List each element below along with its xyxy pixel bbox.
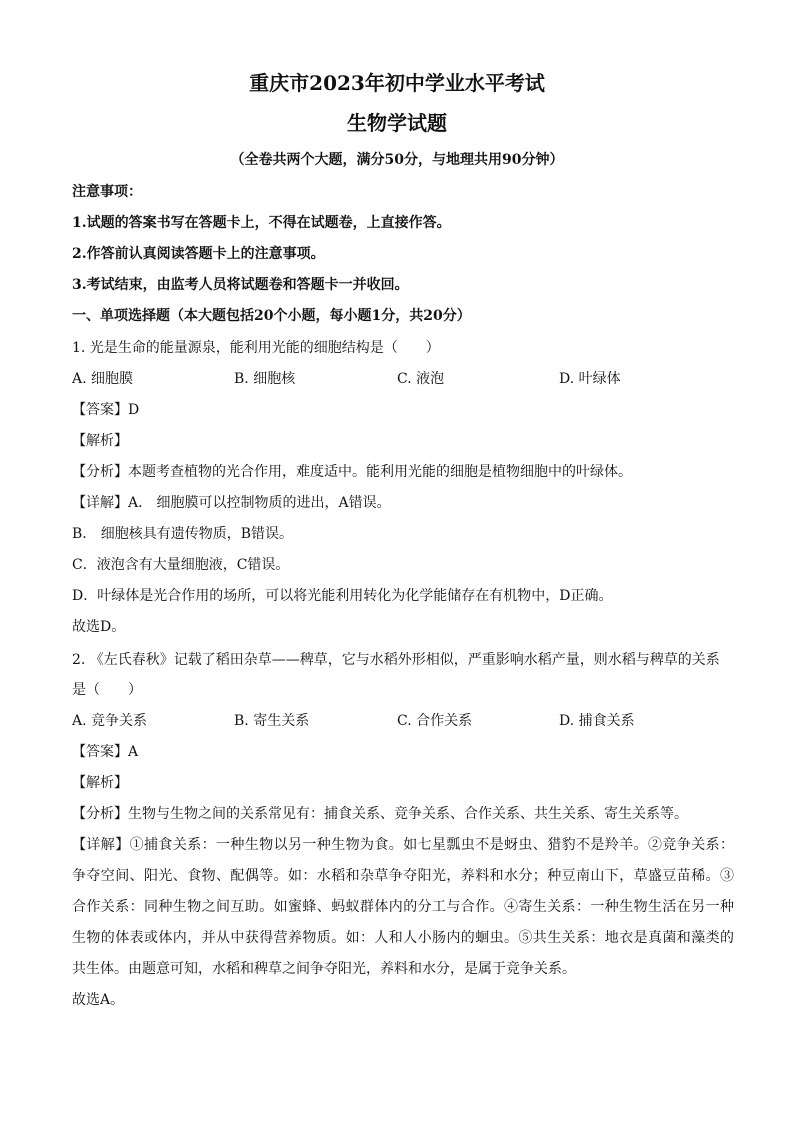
option-d: D. 捕食关系	[559, 713, 635, 729]
option-c: C. 合作关系	[397, 713, 473, 729]
analysis-text: 【分析】本题考查植物的光合作用，难度适中。能利用光能的细胞是植物细胞中的叶绿体。	[72, 464, 632, 480]
detail-text: B． 细胞核具有遗传物质，B错误。	[72, 526, 294, 542]
detail-text: 生物的体表或体内，并从中获得营养物质。如：人和人小肠内的蛔虫。⑤共生关系：地衣是真菌和藻类的	[72, 930, 734, 946]
exam-title: 重庆市2023年初中学业水平考试	[249, 71, 545, 95]
answer-label: 【答案】D	[72, 402, 140, 418]
notice-item: 2.作答前认真阅读答题卡上的注意事项。	[72, 246, 325, 262]
notice-item: 1.试题的答案书写在答题卡上，不得在试题卷，上直接作答。	[72, 215, 451, 231]
notice-item: 3.考试结束，由监考人员将试题卷和答题卡一并收回。	[72, 277, 409, 293]
detail-text: D．叶绿体是光合作用的场所，可以将光能利用转化为化学能储存在有机物中，D正确。	[72, 588, 613, 604]
notice-heading: 注意事项：	[72, 184, 142, 200]
option-a: A. 竞争关系	[72, 713, 148, 729]
detail-text: 合作关系：同种生物之间互助。如蜜蜂、蚂蚁群体内的分工与合作。④寄生关系：一种生物生活在另一种	[72, 899, 734, 915]
section-heading: 一、单项选择题（本大题包括20个小题，每小题1分，共20分）	[72, 308, 471, 324]
answer-label: 【答案】A	[72, 744, 139, 760]
analysis-text: 【分析】生物与生物之间的关系常见有：捕食关系、竞争关系、合作关系、共生关系、寄生关系等。	[72, 806, 688, 822]
option-a: A. 细胞膜	[72, 371, 134, 387]
analysis-label: 【解析】	[72, 775, 128, 791]
detail-text: 【详解】①捕食关系：一种生物以另一种生物为食。如七星瓢虫不是蚜虫、猎豹不是羚羊。②竞争关系：	[72, 837, 734, 853]
detail-text: C．液泡含有大量细胞液，C错误。	[72, 557, 290, 573]
option-b: B. 细胞核	[234, 371, 296, 387]
detail-text: 争夺空间、阳光、食物、配偶等。如：水稻和杂草争夺阳光，养料和水分；种豆南山下，草盛豆苗稀。③	[72, 868, 734, 884]
option-b: B. 寄生关系	[234, 713, 310, 729]
question-stem: 1. 光是生命的能量源泉，能利用光能的细胞结构是（ ）	[72, 340, 440, 356]
question-stem: 是（ ）	[72, 682, 142, 698]
detail-text: 【详解】A． 细胞膜可以控制物质的进出，A错误。	[72, 495, 391, 511]
conclusion-text: 故选A。	[72, 992, 125, 1008]
exam-note: （全卷共两个大题，满分50分，与地理共用90分钟）	[230, 152, 564, 168]
conclusion-text: 故选D。	[72, 619, 126, 635]
option-c: C. 液泡	[397, 371, 445, 387]
question-stem: 2. 《左氏春秋》记载了稻田杂草——稗草，它与水稻外形相似，严重影响水稻产量，则水稻与稗草的关系	[72, 652, 720, 668]
detail-text: 共生体。由题意可知，水稻和稗草之间争夺阳光，养料和水分，是属于竞争关系。	[72, 961, 576, 977]
exam-subtitle: 生物学试题	[347, 111, 447, 135]
option-d: D. 叶绿体	[559, 371, 621, 387]
analysis-label: 【解析】	[72, 433, 128, 449]
